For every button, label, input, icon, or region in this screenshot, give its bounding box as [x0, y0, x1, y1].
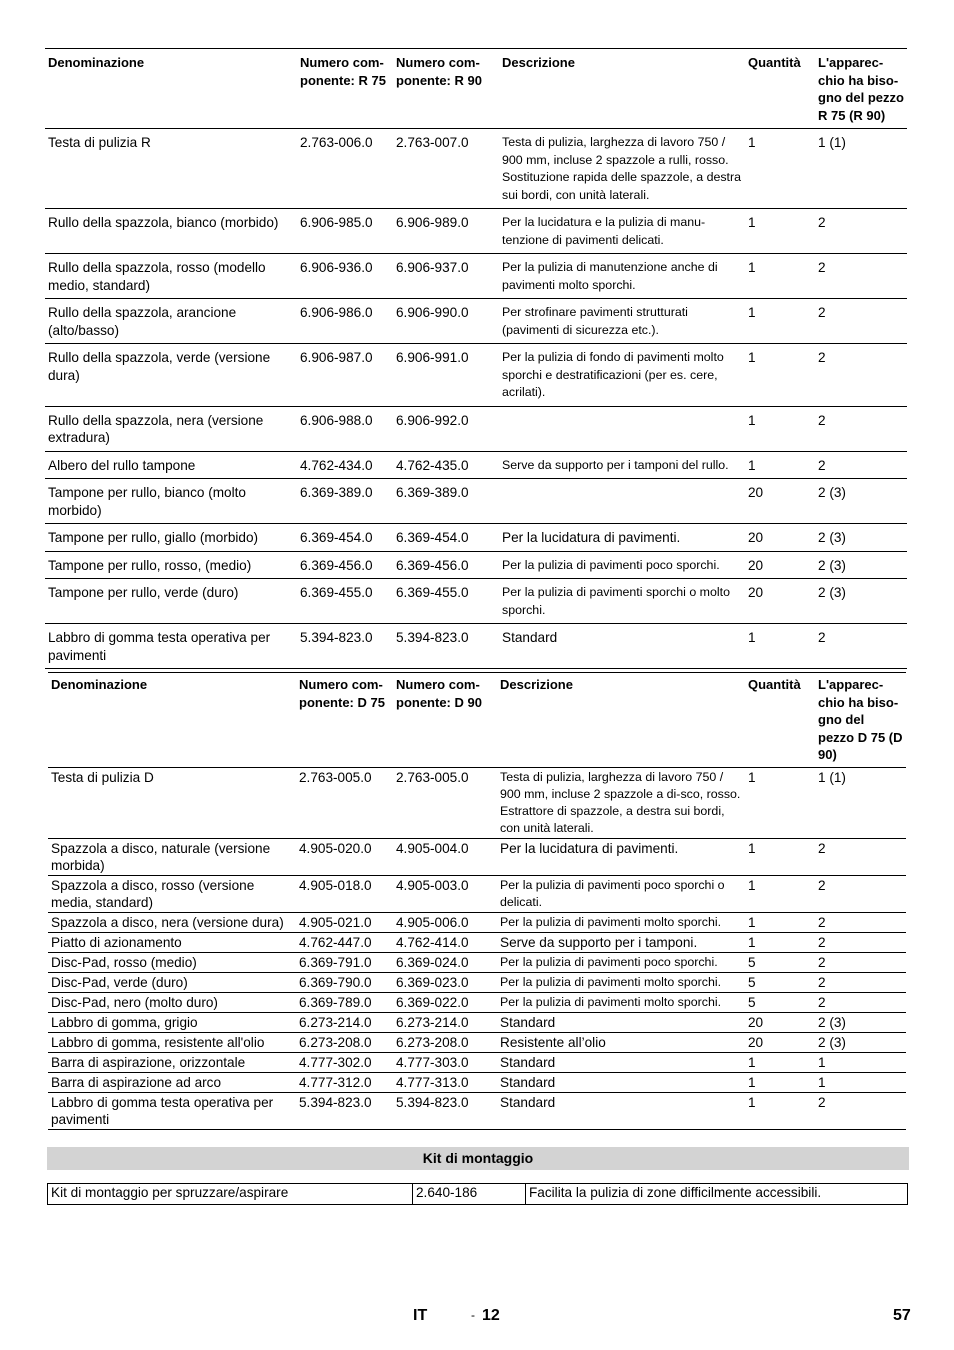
cell-part-number-a: 6.906-936.0 — [297, 254, 393, 299]
table-row — [45, 406, 907, 451]
cell-part-number-b: 4.762-414.0 — [393, 932, 497, 952]
footer-separator: - — [471, 1308, 475, 1322]
column-header-part-number-b: Numero com-ponente: D 90 — [393, 673, 497, 768]
column-header-description: Descrizione — [497, 673, 745, 768]
cell-part-number-a: 6.369-455.0 — [297, 579, 393, 624]
cell-name: Labbro di gomma testa operativa per pavimenti — [45, 624, 297, 669]
cell-part-number-b: 6.369-456.0 — [393, 551, 499, 579]
cell-part-number-a: 6.369-790.0 — [296, 972, 393, 992]
cell-part-number-a: 6.369-789.0 — [296, 992, 393, 1012]
kit-part-number: 2.640-186 — [413, 1184, 526, 1205]
cell-part-number-a: 6.906-988.0 — [297, 406, 393, 451]
footer-language: IT — [413, 1307, 428, 1324]
column-header-required: L'apparec-chio ha biso-gno del pezzo D 75 (D 90) — [815, 673, 906, 768]
cell-part-number-b: 4.762-435.0 — [393, 451, 499, 479]
cell-description — [499, 406, 745, 451]
cell-quantity: 1 — [745, 209, 815, 254]
page-number: 57 — [893, 1307, 911, 1324]
cell-quantity: 1 — [745, 912, 815, 932]
footer-section-page: 12 — [482, 1307, 500, 1324]
cell-required: 2 — [815, 992, 906, 1012]
table-row — [48, 972, 906, 992]
cell-name: Tampone per rullo, verde (duro) — [45, 579, 297, 624]
cell-quantity: 1 — [745, 451, 815, 479]
cell-quantity: 1 — [745, 932, 815, 952]
cell-name: Rullo della spazzola, arancione (alto/basso) — [45, 299, 297, 344]
cell-description: Per la pulizia di fondo di pavimenti molto sporchi e destratificazioni (per es. cere, acrilati). — [499, 344, 745, 407]
cell-description: Testa di pulizia, larghezza di lavoro 750 / 900 mm, incluse 2 spazzole a rulli, rosso. Sostituzione rapida delle spazzole, a destra sui bordi, con unità laterali. — [499, 129, 745, 209]
cell-quantity: 1 — [745, 299, 815, 344]
column-header-required: L'apparec-chio ha biso-gno del pezzo R 75 (R 90) — [815, 49, 907, 129]
cell-part-number-a: 2.763-005.0 — [296, 767, 393, 838]
cell-part-number-a: 4.762-447.0 — [296, 932, 393, 952]
cell-part-number-b: 6.369-024.0 — [393, 952, 497, 972]
cell-part-number-b: 4.777-313.0 — [393, 1072, 497, 1092]
table-row — [45, 524, 907, 552]
cell-part-number-b: 6.369-389.0 — [393, 479, 499, 524]
cell-quantity: 5 — [745, 992, 815, 1012]
cell-description: Per la pulizia di pavimenti molto sporchi. — [497, 992, 745, 1012]
cell-required: 2 — [815, 952, 906, 972]
cell-description: Testa di pulizia, larghezza di lavoro 750 / 900 mm, incluse 2 spazzole a di-sco, rosso. Estrattore di spazzole, a destra sui bordi, con unità laterali. — [497, 767, 745, 838]
column-header-quantity: Quantità — [745, 49, 815, 129]
table-row — [45, 254, 907, 299]
cell-part-number-b: 4.777-303.0 — [393, 1052, 497, 1072]
cell-quantity: 1 — [745, 1092, 815, 1129]
parts-table-r — [45, 48, 907, 669]
table-row — [45, 129, 907, 209]
cell-part-number-b: 6.906-937.0 — [393, 254, 499, 299]
table-row — [45, 624, 907, 669]
cell-part-number-b: 6.369-022.0 — [393, 992, 497, 1012]
cell-name: Tampone per rullo, giallo (morbido) — [45, 524, 297, 552]
cell-description: Standard — [497, 1052, 745, 1072]
column-header-part-number-a: Numero com-ponente: R 75 — [297, 49, 393, 129]
cell-quantity: 1 — [745, 1052, 815, 1072]
cell-description: Per la lucidatura e la pulizia di manu-tenzione di pavimenti delicati. — [499, 209, 745, 254]
table-row — [45, 344, 907, 407]
cell-description — [499, 479, 745, 524]
cell-quantity: 1 — [745, 254, 815, 299]
table-row — [48, 838, 906, 875]
cell-part-number-b: 6.369-455.0 — [393, 579, 499, 624]
table-row — [48, 992, 906, 1012]
cell-part-number-a: 5.394-823.0 — [296, 1092, 393, 1129]
cell-part-number-b: 6.906-992.0 — [393, 406, 499, 451]
cell-quantity: 1 — [745, 129, 815, 209]
cell-part-number-a: 6.369-389.0 — [297, 479, 393, 524]
cell-name: Disc-Pad, rosso (medio) — [48, 952, 296, 972]
cell-part-number-a: 4.905-021.0 — [296, 912, 393, 932]
cell-quantity: 20 — [745, 479, 815, 524]
cell-description: Serve da supporto per i tamponi. — [497, 932, 745, 952]
kit-name: Kit di montaggio per spruzzare/aspirare — [48, 1184, 413, 1205]
cell-part-number-b: 6.369-023.0 — [393, 972, 497, 992]
table-row — [48, 932, 906, 952]
cell-part-number-b: 4.905-004.0 — [393, 838, 497, 875]
cell-quantity: 1 — [745, 838, 815, 875]
table-row — [48, 952, 906, 972]
kit-table — [47, 1183, 908, 1205]
cell-required: 2 — [815, 209, 907, 254]
cell-description: Per la lucidatura di pavimenti. — [499, 524, 745, 552]
cell-description: Per la pulizia di pavimenti sporchi o molto sporchi. — [499, 579, 745, 624]
table-header — [48, 673, 906, 768]
cell-name: Disc-Pad, verde (duro) — [48, 972, 296, 992]
column-header-name: Denominazione — [45, 49, 297, 129]
cell-required: 2 (3) — [815, 579, 907, 624]
cell-required: 2 (3) — [815, 479, 907, 524]
cell-required: 2 — [815, 1092, 906, 1129]
cell-name: Piatto di azionamento — [48, 932, 296, 952]
cell-description: Standard — [499, 624, 745, 669]
cell-required: 2 — [815, 451, 907, 479]
cell-quantity: 1 — [745, 1072, 815, 1092]
cell-name: Rullo della spazzola, verde (versione dura) — [45, 344, 297, 407]
cell-name: Labbro di gomma testa operativa per pavimenti — [48, 1092, 296, 1129]
cell-required: 2 — [815, 912, 906, 932]
column-header-description: Descrizione — [499, 49, 745, 129]
cell-name: Rullo della spazzola, nera (versione extradura) — [45, 406, 297, 451]
cell-required: 2 (3) — [815, 1012, 906, 1032]
cell-part-number-a: 6.273-208.0 — [296, 1032, 393, 1052]
cell-required: 2 — [815, 406, 907, 451]
cell-name: Spazzola a disco, rosso (versione media, standard) — [48, 875, 296, 912]
table-row — [48, 1072, 906, 1092]
cell-required: 2 — [815, 875, 906, 912]
cell-required: 2 — [815, 299, 907, 344]
cell-part-number-b: 6.273-208.0 — [393, 1032, 497, 1052]
cell-part-number-a: 4.905-018.0 — [296, 875, 393, 912]
cell-quantity: 5 — [745, 952, 815, 972]
cell-description: Resistente all’olio — [497, 1032, 745, 1052]
column-header-part-number-a: Numero com-ponente: D 75 — [296, 673, 393, 768]
cell-quantity: 1 — [745, 406, 815, 451]
cell-part-number-b: 6.906-991.0 — [393, 344, 499, 407]
cell-quantity: 1 — [745, 767, 815, 838]
cell-quantity: 20 — [745, 1032, 815, 1052]
cell-part-number-a: 5.394-823.0 — [297, 624, 393, 669]
cell-description: Per strofinare pavimenti strutturati (pavimenti di sicurezza etc.). — [499, 299, 745, 344]
table-row — [48, 875, 906, 912]
cell-required: 1 — [815, 1052, 906, 1072]
cell-required: 2 (3) — [815, 524, 907, 552]
table-row — [45, 479, 907, 524]
cell-name: Rullo della spazzola, rosso (modello medio, standard) — [45, 254, 297, 299]
cell-part-number-b: 6.906-989.0 — [393, 209, 499, 254]
parts-table-d — [48, 672, 906, 1130]
cell-description: Per la pulizia di pavimenti poco sporchi o delicati. — [497, 875, 745, 912]
cell-name: Tampone per rullo, rosso, (medio) — [45, 551, 297, 579]
cell-part-number-b: 4.905-003.0 — [393, 875, 497, 912]
cell-part-number-a: 4.762-434.0 — [297, 451, 393, 479]
cell-required: 2 — [815, 254, 907, 299]
cell-name: Barra di aspirazione ad arco — [48, 1072, 296, 1092]
cell-description: Per la pulizia di manutenzione anche di pavimenti molto sporchi. — [499, 254, 745, 299]
cell-name: Albero del rullo tampone — [45, 451, 297, 479]
table-row — [48, 1032, 906, 1052]
cell-part-number-a: 6.273-214.0 — [296, 1012, 393, 1032]
cell-name: Labbro di gomma, resistente all'olio — [48, 1032, 296, 1052]
cell-name: Tampone per rullo, bianco (molto morbido) — [45, 479, 297, 524]
cell-part-number-a: 4.777-312.0 — [296, 1072, 393, 1092]
cell-part-number-b: 5.394-823.0 — [393, 1092, 497, 1129]
table-row — [48, 1184, 908, 1205]
cell-part-number-a: 6.369-791.0 — [296, 952, 393, 972]
cell-required: 2 (3) — [815, 1032, 906, 1052]
cell-name: Labbro di gomma, grigio — [48, 1012, 296, 1032]
cell-part-number-a: 4.905-020.0 — [296, 838, 393, 875]
cell-part-number-b: 2.763-007.0 — [393, 129, 499, 209]
cell-name: Spazzola a disco, nera (versione dura) — [48, 912, 296, 932]
cell-required: 2 — [815, 624, 907, 669]
cell-part-number-a: 4.777-302.0 — [296, 1052, 393, 1072]
table-row — [48, 1012, 906, 1032]
cell-part-number-a: 6.369-456.0 — [297, 551, 393, 579]
cell-quantity: 5 — [745, 972, 815, 992]
cell-required: 2 — [815, 344, 907, 407]
table-row — [48, 1092, 906, 1129]
cell-name: Testa di pulizia R — [45, 129, 297, 209]
table-row — [45, 209, 907, 254]
cell-quantity: 20 — [745, 551, 815, 579]
cell-part-number-a: 6.906-986.0 — [297, 299, 393, 344]
cell-required: 2 — [815, 838, 906, 875]
cell-quantity: 20 — [745, 579, 815, 624]
cell-required: 2 (3) — [815, 551, 907, 579]
cell-description: Standard — [497, 1012, 745, 1032]
cell-part-number-b: 6.369-454.0 — [393, 524, 499, 552]
cell-required: 1 (1) — [815, 129, 907, 209]
table-row — [48, 912, 906, 932]
column-header-part-number-b: Numero com-ponente: R 90 — [393, 49, 499, 129]
cell-part-number-a: 6.906-985.0 — [297, 209, 393, 254]
cell-description: Per la pulizia di pavimenti poco sporchi. — [497, 952, 745, 972]
table-row — [45, 451, 907, 479]
table-row — [45, 551, 907, 579]
cell-name: Rullo della spazzola, bianco (morbido) — [45, 209, 297, 254]
cell-quantity: 20 — [745, 1012, 815, 1032]
cell-part-number-a: 6.906-987.0 — [297, 344, 393, 407]
column-header-quantity: Quantità — [745, 673, 815, 768]
cell-name: Spazzola a disco, naturale (versione morbida) — [48, 838, 296, 875]
cell-quantity: 1 — [745, 344, 815, 407]
cell-name: Testa di pulizia D — [48, 767, 296, 838]
table-header — [45, 49, 907, 129]
table-row — [45, 299, 907, 344]
cell-quantity: 1 — [745, 875, 815, 912]
cell-part-number-a: 6.369-454.0 — [297, 524, 393, 552]
kit-description: Facilita la pulizia di zone difficilmente accessibili. — [526, 1184, 908, 1205]
cell-part-number-b: 5.394-823.0 — [393, 624, 499, 669]
cell-description: Serve da supporto per i tamponi del rullo. — [499, 451, 745, 479]
cell-description: Per la pulizia di pavimenti molto sporchi. — [497, 972, 745, 992]
cell-part-number-b: 6.273-214.0 — [393, 1012, 497, 1032]
column-header-name: Denominazione — [48, 673, 296, 768]
cell-part-number-b: 4.905-006.0 — [393, 912, 497, 932]
cell-description: Standard — [497, 1072, 745, 1092]
cell-required: 2 — [815, 932, 906, 952]
table-row — [48, 1052, 906, 1072]
cell-name: Barra di aspirazione, orizzontale — [48, 1052, 296, 1072]
cell-name: Disc-Pad, nero (molto duro) — [48, 992, 296, 1012]
cell-quantity: 20 — [745, 524, 815, 552]
cell-description: Standard — [497, 1092, 745, 1129]
cell-description: Per la pulizia di pavimenti poco sporchi. — [499, 551, 745, 579]
cell-required: 1 (1) — [815, 767, 906, 838]
cell-description: Per la pulizia di pavimenti molto sporchi. — [497, 912, 745, 932]
cell-part-number-a: 2.763-006.0 — [297, 129, 393, 209]
cell-part-number-b: 2.763-005.0 — [393, 767, 497, 838]
cell-description: Per la lucidatura di pavimenti. — [497, 838, 745, 875]
table-row — [48, 767, 906, 838]
cell-required: 1 — [815, 1072, 906, 1092]
cell-quantity: 1 — [745, 624, 815, 669]
cell-required: 2 — [815, 972, 906, 992]
kit-section-title: Kit di montaggio — [47, 1147, 909, 1170]
table-row — [45, 579, 907, 624]
cell-part-number-b: 6.906-990.0 — [393, 299, 499, 344]
